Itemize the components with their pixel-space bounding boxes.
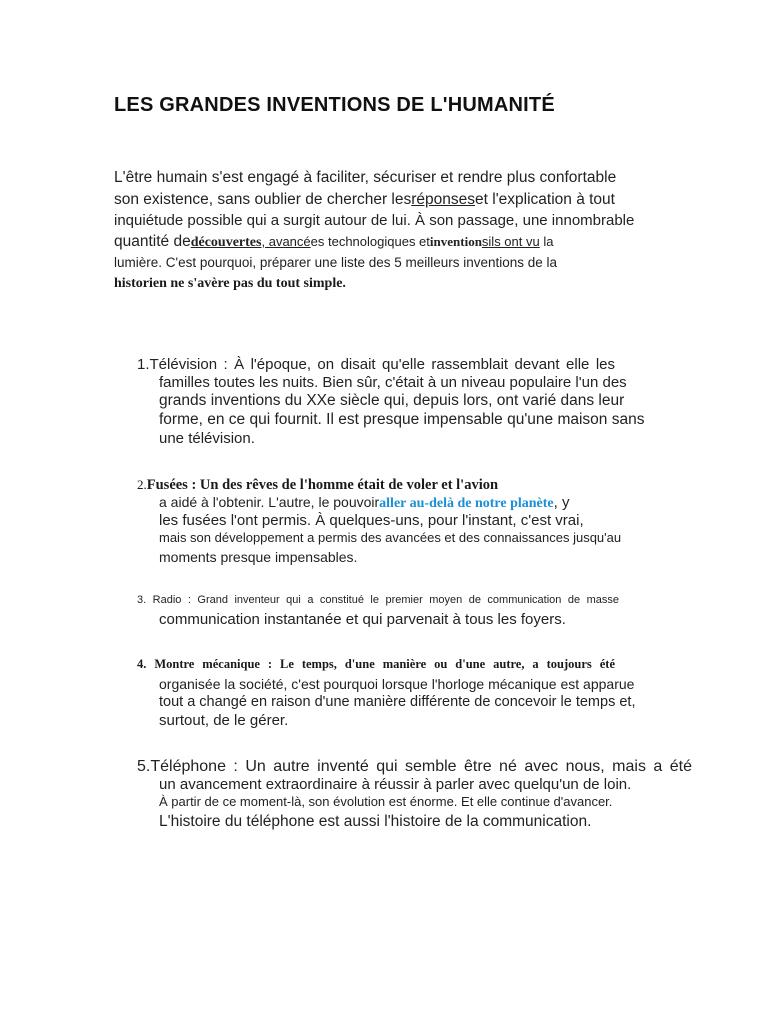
- intro-line: inquiétude possible qui a surgit autour de lui. À son passage, une innombrable: [114, 212, 635, 229]
- list-item-line: tout a changé en raison d'une manière différente de concevoir le temps et,: [159, 694, 636, 710]
- list-item-number: 2.: [137, 477, 147, 492]
- list-item-line: grands inventions du XXe siècle qui, depuis lors, ont varié dans leur: [159, 392, 625, 409]
- list-item-line: 3. Radio : Grand inventeur qui a constitué le premier moyen de communication de masse: [137, 594, 619, 606]
- list-item-line: [137, 476, 498, 494]
- list-item-line: mais son développement a permis des avancées et des connaissances jusqu'au: [159, 530, 622, 545]
- list-item-line: familles toutes les nuits. Bien sûr, c'était à un niveau populaire l'un des: [159, 374, 627, 391]
- list-item-line: une télévision.: [159, 430, 255, 447]
- intro-line: [114, 233, 553, 251]
- highlighted-text: aller au-delà de notre planète: [379, 496, 554, 511]
- list-item-line: moments presque impensables.: [159, 549, 358, 565]
- intro-underlined-word: ils ont vu: [488, 234, 540, 249]
- page-title: LES GRANDES INVENTIONS DE L'HUMANITÉ: [114, 94, 555, 116]
- intro-underlined-word: s: [481, 234, 489, 249]
- intro-underlined-word: réponses: [411, 191, 476, 208]
- list-item-line: À partir de ce moment-là, son évolution est énorme. Et elle continue d'avancer.: [159, 794, 613, 809]
- intro-text: son existence, sans oublier de chercher les: [114, 191, 412, 208]
- list-item-line: les fusées l'ont permis. À quelques-uns, pour l'instant, c'est vrai,: [159, 512, 584, 529]
- intro-line: [114, 191, 615, 209]
- intro-line: lumière. C'est pourquoi, préparer une liste des 5 meilleurs inventions de la: [114, 255, 558, 270]
- list-item-line: communication instantanée et qui parvenait à tous les foyers.: [159, 611, 566, 628]
- list-item-line: organisée la société, c'est pourquoi lorsque l'horloge mécanique est apparue: [159, 676, 635, 692]
- intro-line: L'être humain s'est engagé à faciliter, sécuriser et rendre plus confortable: [114, 169, 617, 186]
- intro-bold-word: invention: [429, 234, 482, 249]
- list-item-heading: 4. Montre mécanique : Le temps, d'une manière ou d'une autre, a toujours été: [137, 657, 615, 671]
- list-item-line: forme, en ce qui fournit. Il est presque impensable qu'une maison sans: [159, 411, 645, 428]
- list-item-line: surtout, de le gérer.: [159, 712, 289, 729]
- intro-text: quantité de: [114, 233, 191, 250]
- intro-text: et l'explication à tout: [475, 191, 615, 208]
- list-item-line: 5.Téléphone : Un autre inventé qui semble être né avec nous, mais a été: [137, 758, 692, 775]
- list-item-text: a aidé à l'obtenir. L'autre, le pouvoir: [159, 494, 380, 510]
- list-item-text: , y: [553, 494, 570, 511]
- intro-bold-word: découvertes: [190, 235, 262, 250]
- list-item-line: un avancement extraordinaire à réussir à parler avec quelqu'un de loin.: [159, 776, 632, 793]
- intro-line: historien ne s'avère pas du tout simple.: [114, 276, 346, 291]
- intro-text: la: [539, 234, 554, 249]
- list-item-line: [159, 494, 569, 512]
- list-item-heading: Fusées : Un des rêves de l'homme était de voler et l'avion: [146, 477, 499, 493]
- list-item-line: L'histoire du téléphone est aussi l'histoire de la communication.: [159, 813, 592, 830]
- list-item-line: 1.Télévision : À l'époque, on disait qu'elle rassemblait devant elle les: [137, 356, 615, 373]
- intro-underlined-word: , avancé: [261, 234, 311, 249]
- intro-text: es technologiques et: [310, 234, 430, 249]
